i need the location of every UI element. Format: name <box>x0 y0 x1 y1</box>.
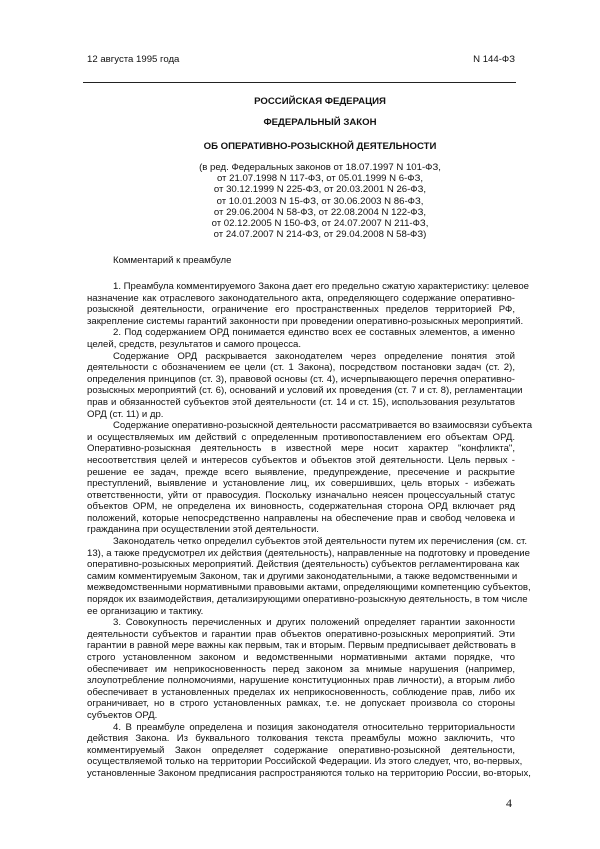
text-line: самим комментируемым Законом, так и другими законодательными, а также ведомственными и <box>87 570 518 582</box>
law-type-title: ФЕДЕРАЛЬНЫЙ ЗАКОН <box>263 117 377 128</box>
text-line: 3. Совокупность перечисленных и других положений определяет гарантии законности <box>113 617 515 629</box>
text-line: межведомственными нормативными правовыми актами, определяющими компетенцию субъектов, <box>87 582 531 594</box>
paragraph <box>87 721 531 780</box>
text-line: Содержание оперативно-розыскной деятельности рассматривается во взаимосвязи субъекта <box>113 420 533 432</box>
text-line: субъектов ОРД. <box>87 709 158 721</box>
text-line: прав и обязанностей субъектов этой деятельности (ст. 14 и ст. 15), использования результатов <box>87 396 515 408</box>
page-number: 4 <box>506 796 512 810</box>
text-line: и осуществляемых им действий с определенным противопоставлением его объектам ОРД. <box>87 431 515 443</box>
document-date: 12 августа 1995 года <box>87 54 180 65</box>
header-divider <box>83 82 516 83</box>
amendment-line: от 29.06.2004 N 58-ФЗ, от 22.08.2004 N 122-ФЗ, <box>213 206 427 218</box>
text-line: обеспечивает в установленных пределах их неприкосновенность, соблюдение прав, либо их <box>87 686 515 698</box>
text-line: 13), а также предусмотрел их действия (деятельность), направленные на подготовку и проведение <box>87 547 530 559</box>
text-line: объектов ОРМ, не определена их виновность, содержательная сторона ОРД включает ряд <box>87 501 515 513</box>
text-line: ответственности, уйти от правосудия. Поскольку изначально неясен процессуальный статус <box>87 489 515 501</box>
text-line: закрепление системы гарантий законности при проведении оперативно-розыскных мероприятий. <box>87 315 524 327</box>
comment-heading: Комментарий к преамбуле <box>113 255 232 266</box>
paragraph <box>87 617 515 721</box>
document-number: N 144-ФЗ <box>473 54 515 65</box>
text-line: ограничивает, но в строго установленных рамках, т.е. не допускает произвола со стороны <box>87 698 515 710</box>
text-line: положений, которые непосредственно направлены на обеспечение прав и свобод человека и <box>87 512 515 524</box>
text-line: Содержание ОРД раскрывается законодателем через определение понятия этой <box>113 350 515 362</box>
text-line: гарантии в равной мере важны как первым, так и вторым. Первым предписывает действовать в <box>87 640 516 652</box>
amendment-line: от 02.12.2005 N 150-ФЗ, от 24.07.2007 N 211-ФЗ, <box>211 218 429 230</box>
text-line: деятельности субъектов и гарантии прав объектов оперативно-розыскных мероприятий. Эти <box>87 628 515 640</box>
text-line: оперативно-розыскных мероприятий. Действия (деятельность) субъектов регламентирована как <box>87 559 520 571</box>
text-line: несоответствия целей и интересов субъектов и объектов этой деятельности. Цель первых - <box>87 454 515 466</box>
amendments-list <box>100 162 540 240</box>
amendment-line: (в ред. Федеральных законов от 18.07.1997 N 101-ФЗ, <box>199 162 441 173</box>
text-line: комментируемый Закон определяет содержание оперативно-розыскной деятельности, <box>87 744 515 756</box>
text-line: 4. В преамбуле определена и позиция законодателя относительно территориальности <box>113 721 515 733</box>
text-line: гражданина при осуществлении этой деятельности. <box>87 524 319 536</box>
text-line: целей, средств, результатов и самого процесса. <box>87 338 302 350</box>
text-line: розыскной деятельности, ограничение его пространственных пределов территорией РФ, <box>87 304 515 316</box>
text-line: розыскных мероприятий (ст. 6), оснований и условий их проведения (ст. 7 и ст. 8), регламентации <box>87 385 523 397</box>
law-name-title: ОБ ОПЕРАТИВНО-РОЗЫСКНОЙ ДЕЯТЕЛЬНОСТИ <box>203 141 437 152</box>
text-line: установленные Законом предписания распространяются только на территорию России, во-вторых, <box>87 767 531 779</box>
commentary-body <box>87 281 533 780</box>
text-line: определения принципов (ст. 3), правовой основы (ст. 4), исчерпывающего перечня оперативно- <box>87 373 515 385</box>
text-line: ее организацию и тактику. <box>87 605 204 617</box>
text-line: Законодатель четко определил субъектов этой деятельности путем их перечисления (см. ст. <box>113 536 528 548</box>
text-line: действия Закона. Из буквального толкования текста преамбулы можно заключить, что <box>87 733 515 745</box>
paragraph <box>87 536 531 617</box>
text-line: 2. Под содержанием ОРД понимается единство всех ее составных элементов, а именно <box>113 327 515 339</box>
text-line: деятельности с обозначением ее цели (ст. 1 Закона), посредством постановки задач (ст. 2), <box>87 362 515 374</box>
country-title: РОССИЙСКАЯ ФЕДЕРАЦИЯ <box>254 96 386 107</box>
text-line: порядок их взаимодействия, детализирующими оперативно-розыскную деятельность, в том числе <box>87 594 528 606</box>
text-line: строго установленном законом и ведомственными нормативными актами порядке, что <box>87 652 515 663</box>
text-line: Оперативно-розыскная деятельность в известной мере носит характер "конфликта", <box>87 443 515 455</box>
paragraph <box>87 327 515 350</box>
paragraph <box>87 350 523 421</box>
amendment-line: от 10.01.2003 N 15-ФЗ, от 30.06.2003 N 86-ФЗ, <box>216 195 424 207</box>
paragraph <box>87 281 529 327</box>
paragraph <box>87 420 533 536</box>
text-line: злоупотребление полномочиями, нарушение конституционных прав личности), а вторым либо <box>87 675 515 687</box>
text-line: решение ее задач, прежде всего выявление, предупреждение, пресечение и раскрытие <box>87 466 515 478</box>
amendment-line: от 30.12.1999 N 225-ФЗ, от 20.03.2001 N 26-ФЗ, <box>213 184 427 196</box>
amendment-line: от 21.07.1998 N 117-ФЗ, от 05.01.1999 N 6-ФЗ, <box>216 173 424 185</box>
text-line: ОРД (ст. 11) и др. <box>87 408 164 420</box>
text-line: обеспечивает им неприкосновенность перед законом за мнимые нарушения (например, <box>87 663 515 675</box>
amendment-line: от 24.07.2007 N 214-ФЗ, от 29.04.2008 N 58-ФЗ) <box>213 229 427 241</box>
text-line: назначение как отраслевого законодательного акта, определяющего содержание оперативно- <box>87 292 515 304</box>
text-line: преступлений, выявление и установление лиц, их совершивших, цель вторых - избежать <box>87 478 515 490</box>
text-line: осуществляемой только на территории Российской Федерации. Из этого следует, что, во-первых, <box>87 756 523 768</box>
text-line: 1. Преамбула комментируемого Закона дает его предельно сжатую характеристику: целевое <box>113 281 529 292</box>
